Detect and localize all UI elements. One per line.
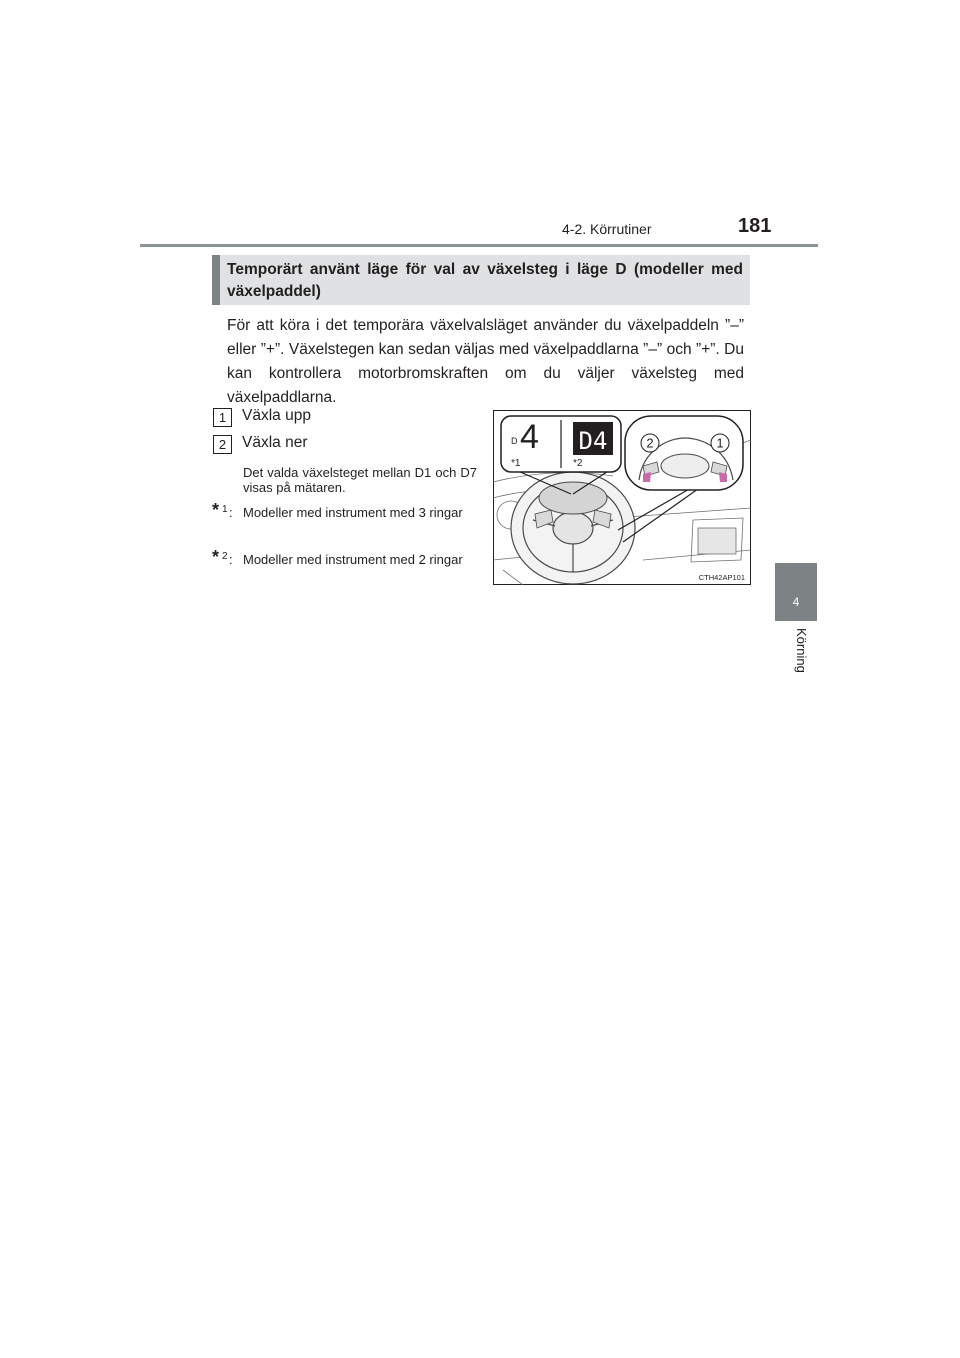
footnote-colon: : <box>229 552 233 567</box>
section-title: Temporärt använt läge för val av växelsteg i läge D (modeller med växelpaddel) <box>227 261 743 300</box>
meter-display-text: D4 <box>578 427 608 455</box>
chapter-tab-number: 4 <box>792 595 800 609</box>
footnote-text: Modeller med instrument med 2 ringar <box>243 552 463 567</box>
footnote-colon: : <box>229 505 233 520</box>
wheel-closeup <box>625 416 743 490</box>
item-number-badge: 1 <box>213 408 232 427</box>
meter-small-letter: D <box>511 436 518 446</box>
gear-display-note: Det valda växelsteget mellan D1 och D7 visas på mätaren. <box>243 465 477 495</box>
marker-1-label: *1 <box>511 458 521 469</box>
footnote-text: Modeller med instrument med 3 ringar <box>243 505 463 520</box>
footnote-superscript: 2 <box>222 551 228 562</box>
paddle-shift-illustration <box>493 410 751 585</box>
item-label: Växla upp <box>242 407 311 424</box>
footnote-superscript: 1 <box>222 504 228 515</box>
page-number: 181 <box>738 215 772 237</box>
item-label: Växla ner <box>242 434 308 451</box>
instrument-cluster <box>539 482 607 514</box>
body-paragraph: För att köra i det temporära växelvalsläget använder du växelpaddeln ”–” eller ”+”. Växelstegen kan sedan väljas med växelpaddlarna ”–” och ”+”. Du kan kontrollera motorbromskraften om du väljer växelsteg med växelpaddlarna. <box>227 317 744 406</box>
footnote-asterisk: * <box>212 500 220 520</box>
callout-number-2: 2 <box>646 435 654 451</box>
marker-2-label: *2 <box>573 458 583 469</box>
item-number-badge: 2 <box>213 435 232 454</box>
section-heading-bar <box>212 255 220 305</box>
running-header-section: 4-2. Körrutiner <box>562 221 652 237</box>
footnote-asterisk: * <box>212 547 220 567</box>
section-heading-box <box>212 255 750 305</box>
chapter-tab[interactable] <box>775 563 817 621</box>
callout-number-1: 1 <box>716 435 724 451</box>
chapter-tab-label: Körning <box>794 628 809 673</box>
figure-code: CTH42AP101 <box>698 573 745 582</box>
meter-gear-digit: 4 <box>520 418 539 456</box>
header-rule <box>140 244 818 247</box>
illustration-svg <box>493 410 751 585</box>
